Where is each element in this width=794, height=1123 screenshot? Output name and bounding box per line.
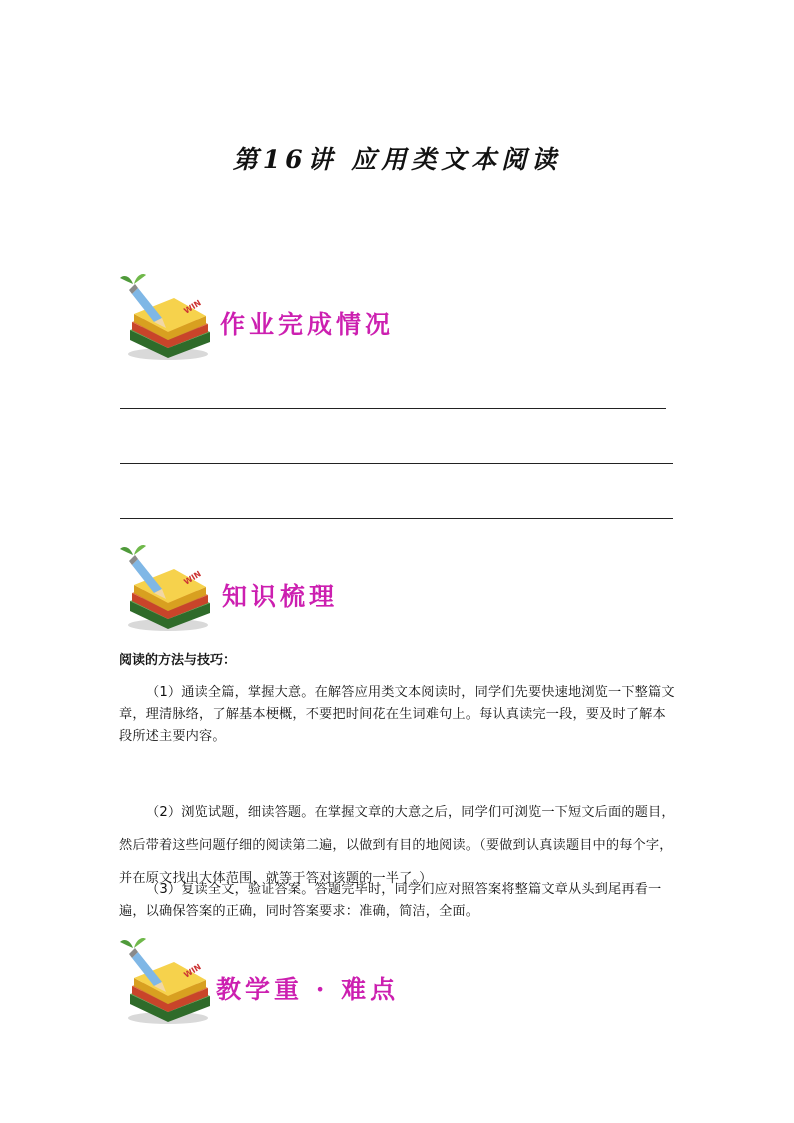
pencil-books-icon xyxy=(118,543,214,633)
knowledge-subheading: 阅读的方法与技巧： xyxy=(119,653,237,668)
answer-line xyxy=(120,408,666,409)
section-key-points xyxy=(118,936,678,1026)
pencil-books-icon xyxy=(118,936,214,1026)
knowledge-paragraph: （1）通读全篇，掌握大意。在解答应用类文本阅读时，同学们先要快速地浏览一下整篇文章，理清脉络，了解基本梗概，不要把时间花在生词难句上。每认真读完一段，要及时了解本段所述主要内容。 xyxy=(119,685,675,744)
section-heading-knowledge: 知识梳理 xyxy=(222,582,339,611)
section-heading-key-points: 教学重 · 难点 xyxy=(216,975,400,1004)
section-knowledge xyxy=(118,543,678,633)
page-title: 第16讲 应用类文本阅读 xyxy=(232,145,562,174)
knowledge-paragraph: （2）浏览试题，细读答题。在掌握文章的大意之后，同学们可浏览一下短文后面的题目，然后带着这些问题仔细的阅读第二遍，以做到有目的地阅读。（要做到认真读题目中的每个字，并在原文找出大体范围，就等于答对该题的一半了。） xyxy=(119,805,675,886)
answer-line xyxy=(120,463,673,464)
section-heading-homework: 作业完成情况 xyxy=(220,310,395,339)
section-homework xyxy=(118,272,678,362)
knowledge-paragraph: （3）复读全文，验证答案。答题完毕时，同学们应对照答案将整篇文章从头到尾再看一遍，以确保答案的正确，同时答案要求：准确，简洁，全面。 xyxy=(119,882,662,919)
pencil-books-icon xyxy=(118,272,214,362)
answer-line xyxy=(120,518,673,519)
